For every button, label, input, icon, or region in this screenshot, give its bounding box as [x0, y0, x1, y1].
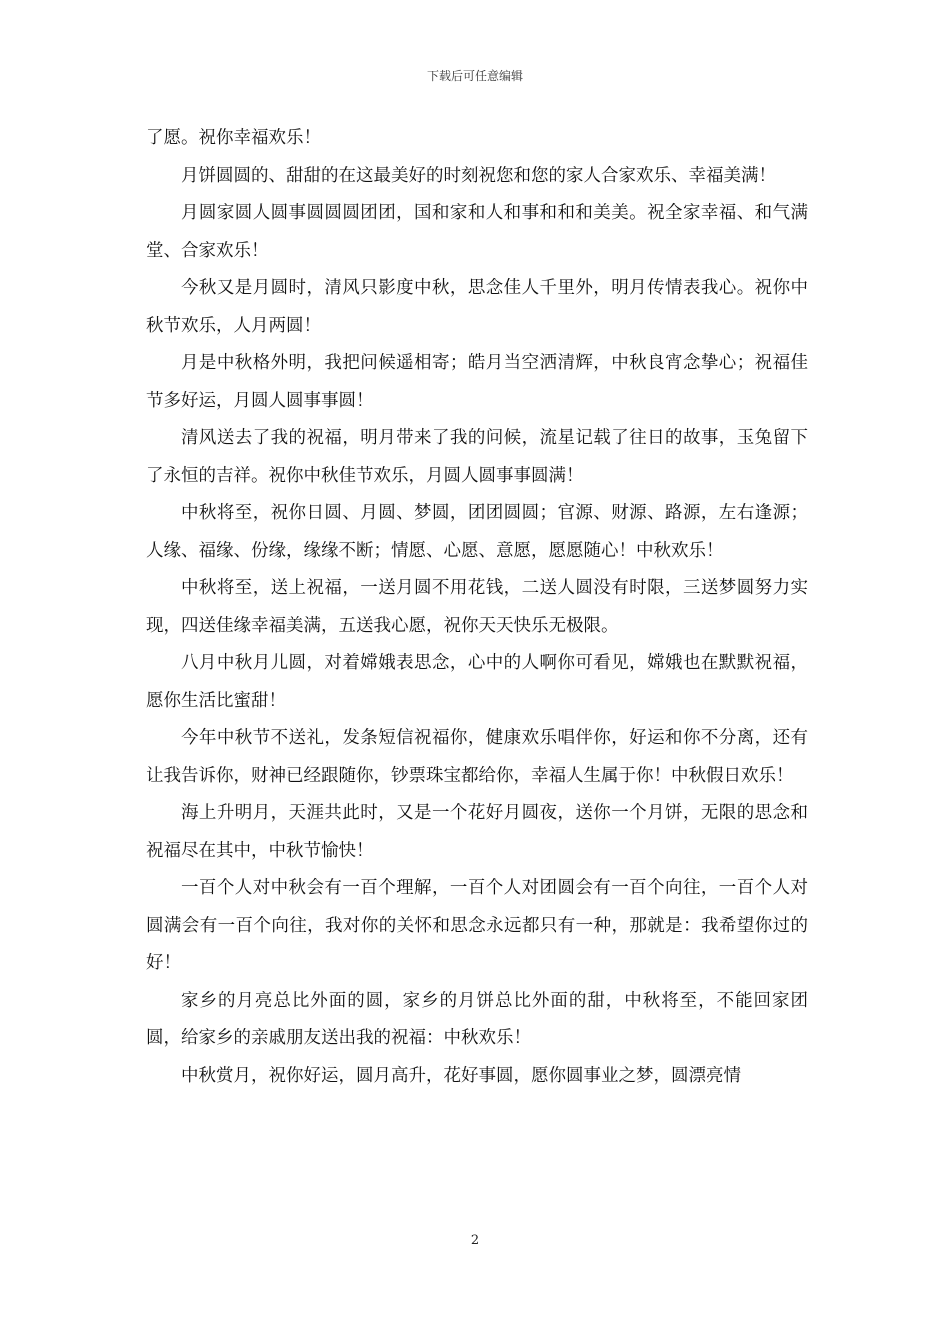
paragraph: 中秋将至，送上祝福，一送月圆不用花钱，二送人圆没有时限，三送梦圆努力实现，四送佳缘幸福美满，五送我心愿，祝你天天快乐无极限。: [146, 578, 808, 636]
paragraph: 八月中秋月儿圆，对着嫦娥表思念，心中的人啊你可看见，嫦娥也在默默祝福，愿你生活比蜜甜！: [146, 653, 808, 711]
paragraph: 中秋将至，祝你日圆、月圆、梦圆，团团圆圆；官源、财源、路源，左右逢源；人缘、福缘、份缘，缘缘不断；情愿、心愿、意愿，愿愿随心！中秋欢乐！: [146, 503, 808, 561]
paragraph: 月饼圆圆的、甜甜的在这最美好的时刻祝您和您的家人合家欢乐、幸福美满！: [181, 165, 776, 186]
page-header: 下载后可任意编辑: [426, 69, 523, 83]
page-number: 2: [470, 1233, 480, 1248]
paragraph: 中秋赏月，祝你好运，圆月高升，花好事圆，愿你圆事业之梦，圆漂亮情: [181, 1065, 741, 1086]
paragraph: 家乡的月亮总比外面的圆，家乡的月饼总比外面的甜，中秋将至，不能回家团圆，给家乡的亲戚朋友送出我的祝福：中秋欢乐！: [146, 990, 808, 1048]
paragraph: 海上升明月，天涯共此时，又是一个花好月圆夜，送你一个月饼，无限的思念和祝福尽在其中，中秋节愉快！: [146, 803, 808, 861]
paragraph: 清风送去了我的祝福，明月带来了我的问候，流星记载了往日的故事，玉兔留下了永恒的吉祥。祝你中秋佳节欢乐，月圆人圆事事圆满！: [146, 428, 808, 486]
paragraph: 今秋又是月圆时，清风只影度中秋，思念佳人千里外，明月传情表我心。祝你中秋节欢乐，人月两圆！: [146, 278, 808, 336]
paragraph: 月圆家圆人圆事圆圆圆团团，国和家和人和事和和和美美。祝全家幸福、和气满堂、合家欢乐！: [146, 203, 808, 261]
paragraph: 今年中秋节不送礼，发条短信祝福你，健康欢乐唱伴你，好运和你不分离，还有让我告诉你，财神已经跟随你，钞票珠宝都给你，幸福人生属于你！中秋假日欢乐！: [146, 728, 808, 786]
paragraph: 月是中秋格外明，我把问候遥相寄；皓月当空洒清辉，中秋良宵念挚心；祝福佳节多好运，月圆人圆事事圆！: [146, 353, 808, 411]
document-body: [146, 120, 808, 1095]
paragraph: 一百个人对中秋会有一百个理解，一百个人对团圆会有一百个向往，一百个人对圆满会有一百个向往，我对你的关怀和思念永远都只有一种，那就是：我希望你过的好！: [146, 878, 808, 973]
paragraph-continuation: 了愿。祝你幸福欢乐！: [146, 128, 321, 148]
